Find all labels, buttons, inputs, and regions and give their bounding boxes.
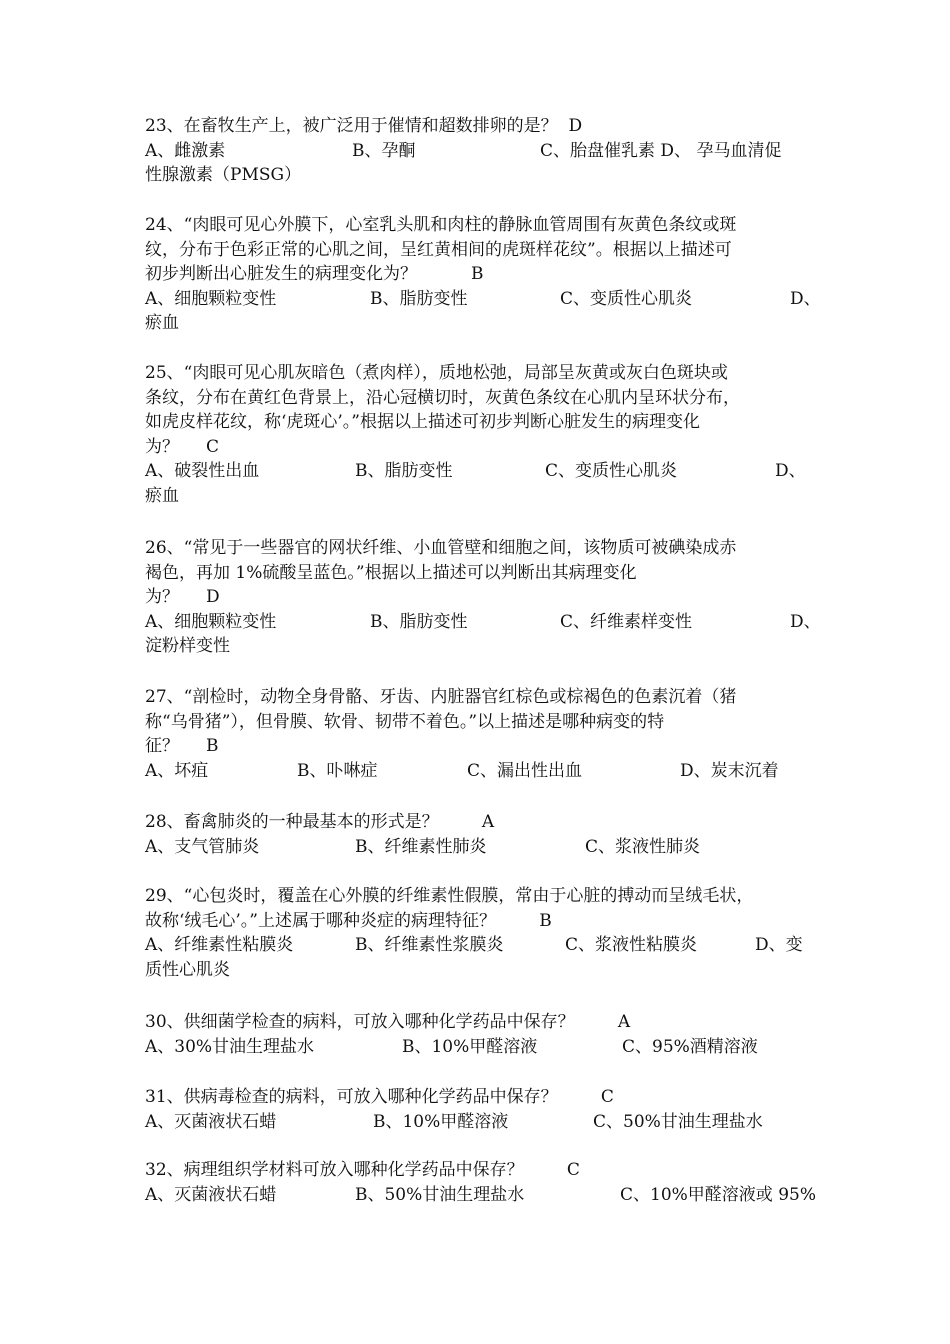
question-block (145, 685, 815, 783)
answer-option: D、变 (755, 935, 803, 956)
question-text-line: 24、“肉眼可见心外膜下，心室乳头肌和肉柱的静脉血管周围有灰黄色条纹或斑 (145, 215, 737, 235)
question-block (145, 1158, 815, 1207)
answer-option: C、95%酒精溶液 (622, 1036, 758, 1057)
answer-option: A、30%甘油生理盐水 (145, 1036, 315, 1057)
options-row (145, 835, 815, 860)
question-text-line: 淀粉样变性 (145, 636, 230, 657)
answer-option: B、纤维素性浆膜炎 (355, 935, 504, 956)
question-text-line: 称“乌骨猪”），但骨膜、软骨、韧带不着色。”以上描述是哪种病变的特 (145, 711, 665, 732)
question-block (145, 536, 821, 659)
answer-option: A、灭菌液状石蜡 (145, 1184, 277, 1205)
answer-option: A、雌激素 (145, 140, 226, 161)
answer-option: C、纤维素样变性 (560, 611, 693, 632)
answer-option: C、变质性心肌炎 (560, 288, 693, 309)
question-text-line: 瘀血 (145, 485, 179, 506)
options-row (145, 139, 815, 164)
question-text-line: 29、“心包炎时，覆盖在心外膜的纤维素性假膜，常由于心脏的搏动而呈绒毛状， (145, 886, 754, 906)
question-text-line: 纹，分布于色彩正常的心肌之间，呈红黄相间的虎斑样花纹”。根据以上描述可 (145, 239, 732, 260)
question-text-line: 如虎皮样花纹，称‘虎斑心’。”根据以上描述可初步判断心脏发生的病理变化 (145, 412, 700, 433)
answer-option: A、纤维素性粘膜炎 (145, 935, 294, 956)
answer-option: C、变质性心肌炎 (545, 461, 678, 482)
question-text-line: 褐色，再加 1%硫酸呈蓝色。”根据以上描述可以判断出其病理变化 (145, 562, 637, 583)
question-text-line: 质性心肌炎 (145, 959, 230, 980)
options-row (145, 610, 821, 635)
answer-option: D、炭末沉着 (680, 760, 779, 781)
answer-option: B、10%甲醛溶液 (402, 1036, 538, 1057)
answer-option: C、漏出性出血 (467, 760, 583, 781)
answer-option: B、脂肪变性 (370, 611, 468, 632)
question-text-line: 故称‘绒毛心’。”上述属于哪种炎症的病理特征？ B (145, 910, 552, 931)
options-row (145, 1183, 815, 1208)
answer-option: B、50%甘油生理盐水 (355, 1184, 525, 1205)
question-text-line: 27、“剖检时，动物全身骨骼、牙齿、内脏器官红棕色或棕褐色的色素沉着（猪 (145, 687, 737, 707)
answer-option: B、脂肪变性 (370, 288, 468, 309)
answer-option: A、支气管肺炎 (145, 836, 260, 857)
options-row (145, 1110, 815, 1135)
question-text-line: 26、“常见于一些器官的网状纤维、小血管壁和细胞之间，该物质可被碘染成赤 (145, 538, 737, 558)
answer-option: A、细胞颗粒变性 (145, 288, 277, 309)
question-block (145, 114, 815, 188)
question-text-line: 32、病理组织学材料可放入哪种化学药品中保存？ C (145, 1160, 580, 1180)
question-text-line: 征？ B (145, 736, 219, 757)
answer-option: D、 (790, 611, 821, 632)
answer-option: B、脂肪变性 (355, 461, 453, 482)
question-block (145, 884, 815, 982)
answer-option: A、破裂性出血 (145, 461, 260, 482)
answer-option: A、细胞颗粒变性 (145, 611, 277, 632)
question-text-line: 初步判断出心脏发生的病理变化为？ B (145, 264, 484, 285)
question-text-line: 31、供病毒检查的病料，可放入哪种化学药品中保存？ C (145, 1087, 614, 1107)
question-block (145, 810, 815, 859)
answer-option: C、浆液性粘膜炎 (565, 935, 698, 956)
options-row (145, 459, 815, 484)
answer-option: C、胎盘催乳素 D、 孕马血清促 (540, 140, 782, 161)
question-text-line: 28、畜禽肺炎的一种最基本的形式是？ A (145, 812, 495, 832)
answer-option: D、 (775, 461, 806, 482)
answer-option: A、灭菌液状石蜡 (145, 1111, 277, 1132)
question-block (145, 361, 815, 509)
answer-option: B、纤维素性肺炎 (355, 836, 487, 857)
question-block (145, 1010, 815, 1059)
answer-option: C、50%甘油生理盐水 (593, 1111, 763, 1132)
options-row (145, 759, 815, 784)
options-row (145, 287, 821, 312)
question-block (145, 213, 821, 336)
question-text-line: 性腺激素（PMSG） (145, 165, 302, 186)
answer-option: C、浆液性肺炎 (585, 836, 701, 857)
question-text-line: 为？ D (145, 587, 220, 608)
answer-option: D、 (790, 288, 821, 309)
answer-option: B、孕酮 (352, 140, 416, 161)
question-text-line: 条纹，分布在黄红色背景上，沿心冠横切时，灰黄色条纹在心肌内呈环状分布， (145, 387, 740, 408)
question-text-line: 25、“肉眼可见心肌灰暗色（煮肉样），质地松弛，局部呈灰黄或灰白色斑块或 (145, 363, 728, 383)
question-text-line: 30、供细菌学检查的病料，可放入哪种化学药品中保存？ A (145, 1012, 631, 1032)
question-text-line: 23、在畜牧生产上，被广泛用于催情和超数排卵的是？ D (145, 116, 583, 136)
answer-option: B、10%甲醛溶液 (373, 1111, 509, 1132)
options-row (145, 1035, 815, 1060)
answer-option: B、卟啉症 (297, 760, 378, 781)
question-text-line: 为？ C (145, 436, 220, 457)
options-row (145, 933, 815, 958)
question-text-line: 瘀血 (145, 313, 179, 334)
answer-option: C、10%甲醛溶液或 95% (620, 1184, 816, 1205)
answer-option: A、坏疽 (145, 760, 209, 781)
question-block (145, 1085, 815, 1134)
